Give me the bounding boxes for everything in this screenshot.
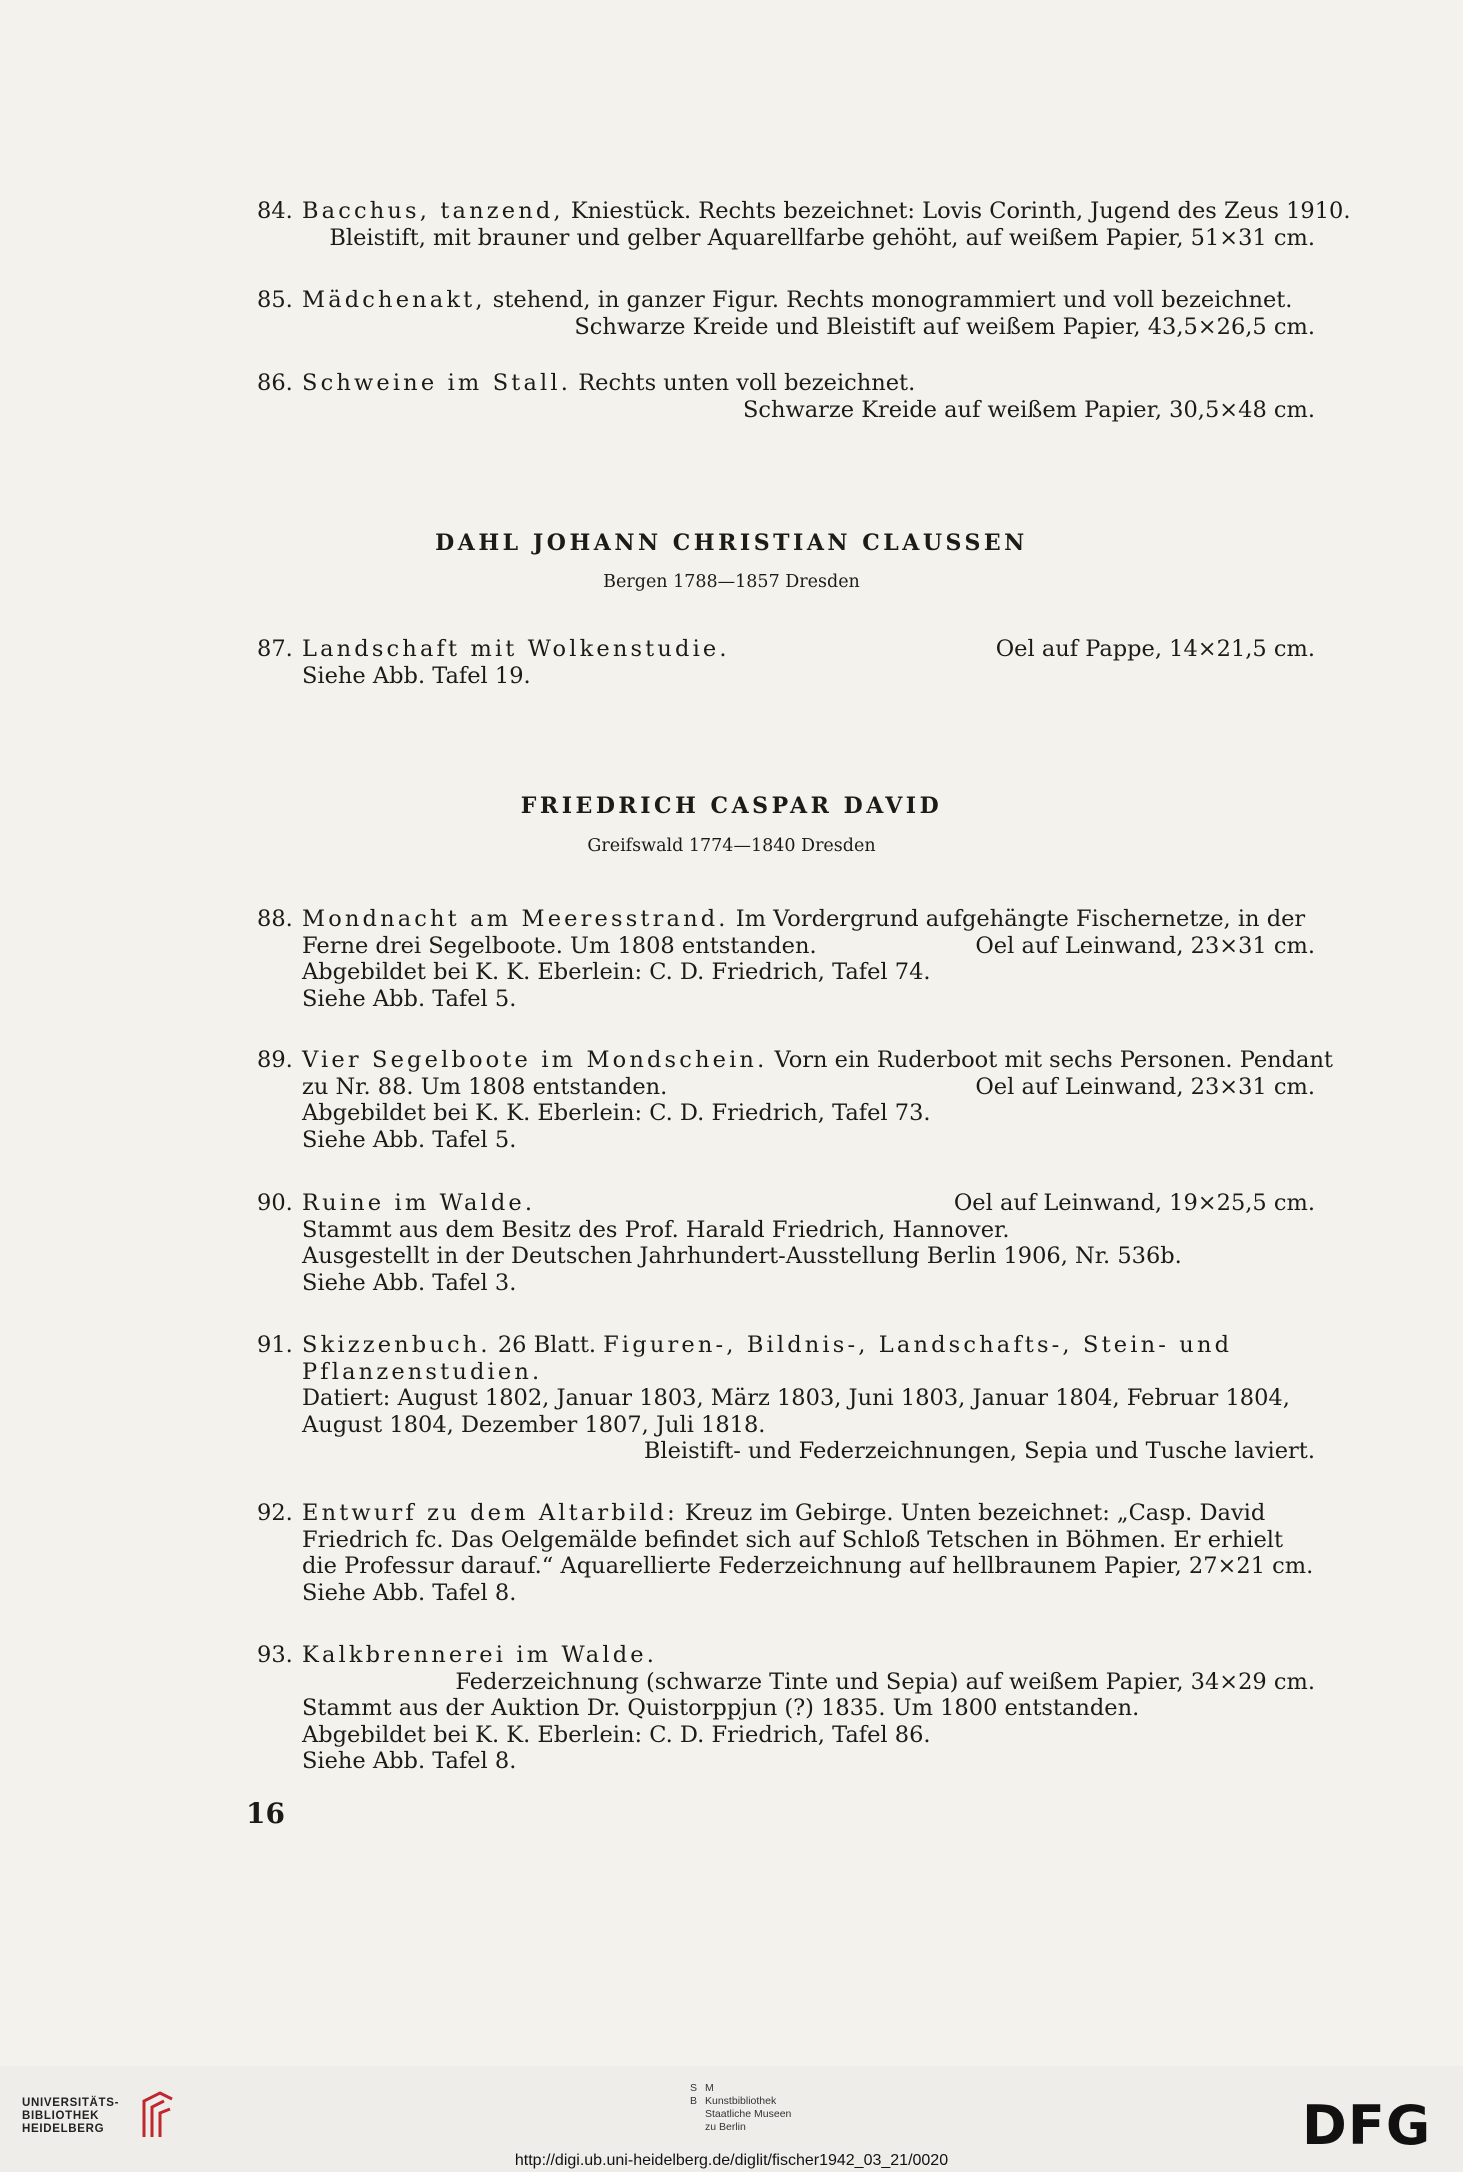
entry-number: 87.: [257, 636, 293, 662]
entry-number: 88.: [257, 906, 293, 932]
logo-text: S: [690, 2082, 698, 2094]
logo-text: UNIVERSITÄTS-: [22, 2097, 120, 2109]
artist-heading: FRIEDRICH CASPAR DAVID: [520, 793, 943, 819]
entry-text: Friedrich fc. Das Oelgemälde befindet sich auf Schloß Tetschen in Böhmen. Er erhielt: [302, 1526, 1284, 1553]
university-logo-icon: [140, 2091, 176, 2146]
entry-text: Vorn ein Ruderboot mit sechs Personen. Pendant: [767, 1047, 1333, 1073]
entry-number: 89.: [257, 1047, 293, 1073]
entry-text: Bleistift, mit brauner und gelber Aquarellfarbe gehöht, auf weißem Papier, 51×31 cm.: [329, 224, 1315, 251]
logo-text: BIBLIOTHEK: [22, 2110, 100, 2122]
entry-number: 93.: [257, 1642, 293, 1668]
catalog-entry-93: [257, 1642, 1315, 1775]
university-library-logo[interactable]: [22, 2097, 119, 2136]
entry-text: Figuren-, Bildnis-, Landschafts-, Stein- und: [603, 1332, 1233, 1358]
catalog-entry-89: [257, 1047, 1333, 1153]
entry-title: Skizzenbuch.: [302, 1332, 491, 1358]
entry-title: Mondnacht am Meeresstrand.: [302, 906, 729, 932]
entry-number: 91.: [257, 1332, 293, 1358]
catalog-entry-90: [257, 1190, 1315, 1296]
entry-text: Siehe Abb. Tafel 5.: [302, 1126, 517, 1153]
catalog-entry-86: [257, 370, 1315, 423]
artist-dates: Greifswald 1774—1840 Dresden: [587, 836, 876, 856]
entry-title: Landschaft mit Wolkenstudie.: [302, 636, 730, 662]
logo-text: HEIDELBERG: [22, 2123, 105, 2135]
catalog-entry-85: [257, 287, 1315, 340]
catalog-entry-84: [257, 198, 1351, 251]
entry-text: August 1804, Dezember 1807, Juli 1818.: [302, 1411, 766, 1438]
entry-text: Datiert: August 1802, Januar 1803, März 1803, Juni 1803, Januar 1804, Februar 1804,: [302, 1385, 1290, 1411]
entry-number: 84.: [257, 198, 293, 224]
logo-text: B: [690, 2095, 698, 2107]
entry-text: Siehe Abb. Tafel 3.: [302, 1269, 517, 1296]
entry-text: Stammt aus der Auktion Dr. Quistorppjun (?) 1835. Um 1800 entstanden.: [302, 1695, 1140, 1721]
entry-text: Siehe Abb. Tafel 5.: [302, 985, 517, 1012]
entry-text: zu Nr. 88. Um 1808 entstanden.: [302, 1073, 668, 1100]
entry-text: 26 Blatt.: [490, 1332, 604, 1358]
catalog-entry-87: [257, 636, 1315, 689]
entry-number: 86.: [257, 370, 293, 396]
entry-text: Siehe Abb. Tafel 8.: [302, 1748, 517, 1774]
entry-medium: Oel auf Pappe, 14×21,5 cm.: [995, 636, 1315, 662]
catalog-entry-88: [257, 906, 1315, 1012]
page-number: 16: [246, 1797, 285, 1830]
entry-text: Federzeichnung (schwarze Tinte und Sepia) auf weißem Papier, 34×29 cm.: [455, 1668, 1315, 1695]
entry-text: Ausgestellt in der Deutschen Jahrhundert-Ausstellung Berlin 1906, Nr. 536b.: [302, 1243, 1182, 1269]
entry-medium: Oel auf Leinwand, 19×25,5 cm.: [953, 1190, 1315, 1216]
logo-text: zu Berlin: [705, 2121, 746, 2133]
entry-text: Schwarze Kreide und Bleistift auf weißem Papier, 43,5×26,5 cm.: [574, 313, 1315, 340]
entry-text: Pflanzenstudien.: [302, 1358, 543, 1385]
artist-dates: Bergen 1788—1857 Dresden: [603, 572, 860, 592]
logo-text: M: [705, 2082, 714, 2094]
entry-text: Schwarze Kreide auf weißem Papier, 30,5×48 cm.: [742, 396, 1315, 423]
entry-text: Siehe Abb. Tafel 8.: [302, 1579, 517, 1606]
entry-text: Bleistift- und Federzeichnungen, Sepia und Tusche laviert.: [643, 1438, 1315, 1464]
entry-text: Ferne drei Segelboote. Um 1808 entstanden.: [302, 932, 817, 959]
digitization-footer: [0, 2066, 1463, 2172]
entry-text: Im Vordergrund aufgehängte Fischernetze, in der: [728, 906, 1306, 932]
entry-title: Kalkbrennerei im Walde.: [302, 1642, 658, 1668]
entry-title: Bacchus, tanzend,: [302, 198, 564, 224]
entry-title: Entwurf zu dem Altarbild:: [302, 1500, 678, 1526]
entry-medium: Oel auf Leinwand, 23×31 cm.: [975, 932, 1315, 959]
catalog-entry-92: [257, 1500, 1315, 1606]
entry-text: Kniestück. Rechts bezeichnet: Lovis Corinth, Jugend des Zeus 1910.: [563, 198, 1351, 224]
entry-text: Siehe Abb. Tafel 19.: [302, 662, 531, 689]
entry-number: 85.: [257, 287, 293, 313]
entry-text: Abgebildet bei K. K. Eberlein: C. D. Friedrich, Tafel 86.: [302, 1721, 931, 1748]
entry-title: Vier Segelboote im Mondschein.: [302, 1047, 768, 1073]
catalog-entry-91: [257, 1332, 1315, 1465]
entry-text: die Professur darauf.“ Aquarellierte Federzeichnung auf hellbraunem Papier, 27×21 cm.: [302, 1553, 1314, 1579]
entry-number: 92.: [257, 1500, 293, 1526]
entry-text: Kreuz im Gebirge. Unten bezeichnet: „Casp. David: [677, 1500, 1266, 1526]
entry-title: Schweine im Stall.: [302, 370, 572, 396]
entry-text: stehend, in ganzer Figur. Rechts monogrammiert und voll bezeichnet.: [485, 287, 1293, 313]
entry-title: Mädchenakt,: [302, 287, 486, 313]
dfg-logo[interactable]: DFG: [1302, 2094, 1432, 2157]
entry-text: Abgebildet bei K. K. Eberlein: C. D. Friedrich, Tafel 73.: [302, 1100, 931, 1126]
entry-title: Ruine im Walde.: [302, 1190, 536, 1216]
entry-text: Stammt aus dem Besitz des Prof. Harald Friedrich, Hannover.: [302, 1216, 1010, 1243]
artist-heading: DAHL JOHANN CHRISTIAN CLAUSSEN: [435, 530, 1028, 556]
entry-medium: Oel auf Leinwand, 23×31 cm.: [975, 1073, 1315, 1100]
smb-kunstbibliothek-logo[interactable]: [690, 2082, 791, 2134]
logo-text: Kunstbibliothek: [705, 2095, 777, 2107]
entry-number: 90.: [257, 1190, 293, 1216]
logo-text: Staatliche Museen: [705, 2108, 792, 2120]
entry-text: Rechts unten voll bezeichnet.: [571, 370, 916, 396]
permalink-url[interactable]: http://digi.ub.uni-heidelberg.de/diglit/fischer1942_03_21/0020: [514, 2152, 949, 2169]
entry-text: Abgebildet bei K. K. Eberlein: C. D. Friedrich, Tafel 74.: [302, 959, 931, 985]
